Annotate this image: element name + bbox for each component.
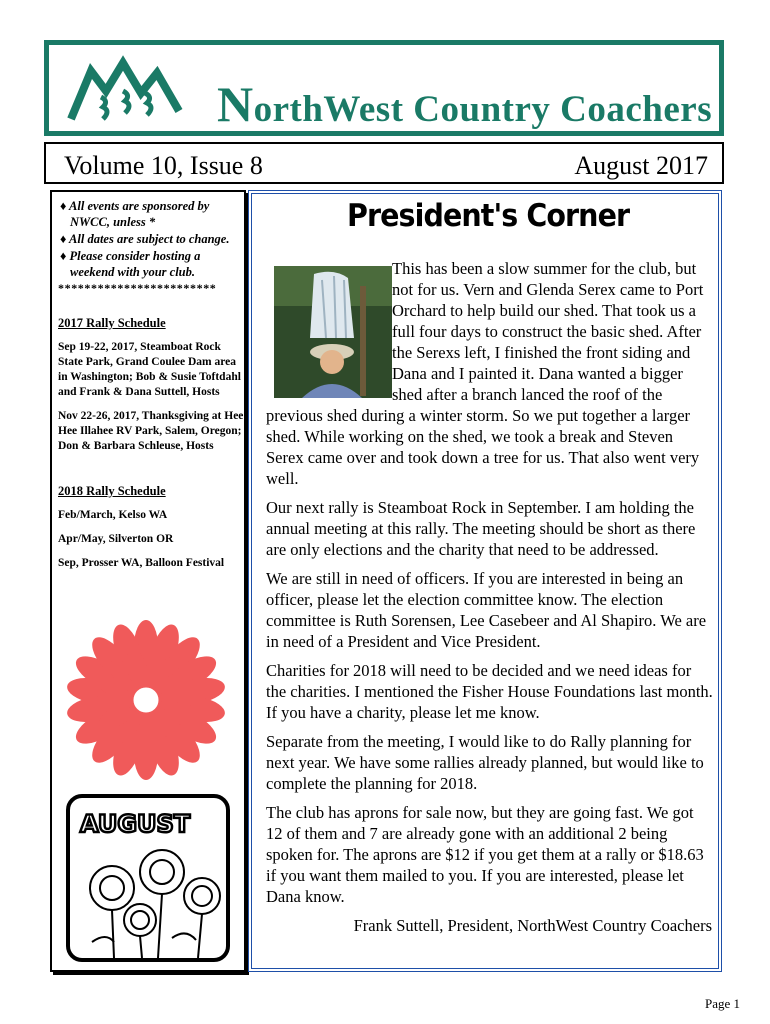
- schedule-item: Nov 22-26, 2017, Thanksgiving at Hee Hee Illahee RV Park, Salem, Oregon; Don & Barbara Schleuse, Hosts: [58, 410, 244, 452]
- flower-icon: [66, 620, 226, 780]
- august-label: AUGUST: [80, 810, 191, 838]
- sidebar: [50, 190, 246, 972]
- page-number: Page 1: [704, 996, 740, 1011]
- issue-bar: [44, 142, 724, 184]
- article-title: President's Corner: [347, 198, 630, 234]
- schedule-item: Feb/March, Kelso WA: [58, 509, 168, 521]
- schedule-2018-heading: 2018 Rally Schedule: [58, 484, 166, 498]
- photo-wrap-spacer: [266, 258, 392, 404]
- article-paragraph: This has been a slow summer for the club, but not for us. Vern and Glenda Serex came to Port Orchard to help build our shed. That took us a full four days to construct the basic shed. After the Serexs left, I finished the front siding and Dana and I painted it. Dana wanted a bigger shed after a branch lanced the roof of the previous shed during a winter storm. So we put together a larger shed. While working on the shed, we took a break and Steven Serex came over and took down a tree for us. That also went very well.: [266, 259, 704, 488]
- article-paragraph: We are still in need of officers. If you are interested in being an officer, please let the election committee know. The election committee is Ruth Sorensen, Lee Casebeer and Al Shapiro. We are in need of a President and Vice President.: [266, 569, 707, 651]
- issue-date: August 2017: [574, 151, 708, 180]
- sidebar-note: ♦ All dates are subject to change.: [60, 232, 230, 246]
- article-paragraph: Separate from the meeting, I would like to do Rally planning for next year. We have some rallies already planned, but would like to complete the planning for 2018.: [266, 732, 704, 793]
- brand-name: [217, 75, 712, 133]
- schedule-item: Sep, Prosser WA, Balloon Festival: [58, 557, 225, 569]
- stars-divider: ************************: [58, 281, 217, 295]
- article-paragraph: Charities for 2018 will need to be decided and we need ideas for the charities. I mentioned the Fisher House Foundations last month. If you have a charity, please let me know.: [266, 661, 713, 722]
- issue-volume: Volume 10, Issue 8: [64, 151, 263, 180]
- brand-initial: N: [217, 76, 254, 132]
- masthead: [44, 40, 724, 136]
- sidebar-note: ♦ Please consider hosting a weekend with your club.: [60, 249, 201, 279]
- schedule-item: Apr/May, Silverton OR: [58, 533, 174, 545]
- signature: Frank Suttell, President, NorthWest Country Coachers: [353, 916, 712, 935]
- schedule-2017-heading: 2017 Rally Schedule: [58, 316, 166, 330]
- main-article: [248, 190, 722, 972]
- brand-rest: orthWest Country Coachers: [253, 89, 713, 130]
- article-paragraph: Our next rally is Steamboat Rock in September. I am holding the annual meeting at this rally. The meeting should be short as there are only elections and the charity that need to be addressed.: [266, 498, 696, 559]
- schedule-item: Sep 19-22, 2017, Steamboat Rock State Park, Grand Coulee Dam area in Washington; Bob & Susie Toftdahl and Frank & Dana Suttell, Hosts: [58, 341, 241, 398]
- sidebar-note: ♦ All events are sponsored by NWCC, unless *: [60, 199, 210, 229]
- article-paragraph: The club has aprons for sale now, but they are going fast. We got 12 of them and 7 are already gone with an additional 2 being spoken for. The aprons are $12 if you get them at a rally or $18.63 if you want them mailed to you. If you are interested, please let Dana know.: [266, 803, 704, 906]
- flower-center: [132, 686, 160, 714]
- august-sunflowers-icon: [62, 792, 234, 964]
- article-body: [266, 258, 714, 944]
